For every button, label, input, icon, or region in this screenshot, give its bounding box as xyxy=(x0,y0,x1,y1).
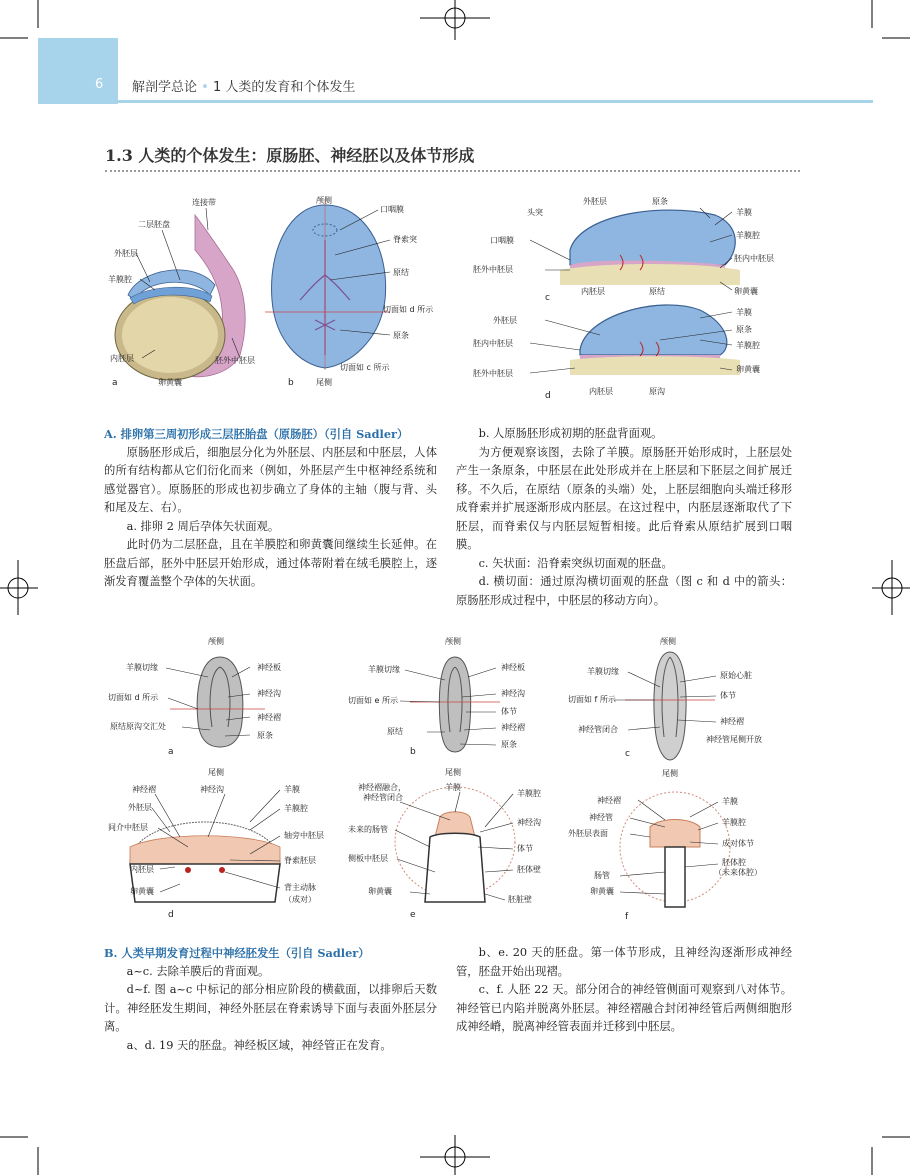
fa-a-letter: a xyxy=(112,378,118,388)
fa-d-label-7: 内胚层 xyxy=(589,387,613,396)
fb-d-label-2: 神经沟 xyxy=(200,785,224,794)
text-a-p1: 原肠胚形成后，细胞层分化为外胚层、内胚层和中胚层，人体的所有结构都从它们衍化而来（例如，外胚层产生中枢神经系统和感觉器官）。原肠胚的形成也初步确立了身体的主轴（腹与背、头和尾及左、右）。 xyxy=(104,445,437,514)
fa-b-label-0: 颅侧 xyxy=(316,196,332,205)
fb-f-letter: f xyxy=(625,912,629,922)
fb-d-label-1: 神经褶 xyxy=(132,785,156,794)
fb-b-label-0: 颅侧 xyxy=(445,637,461,646)
fb-c-label-5: 神经褶 xyxy=(720,717,744,726)
fb-e-label-0: 尾侧 xyxy=(445,768,461,777)
fb-c-label-8: 尾侧 xyxy=(662,769,678,778)
fa-d-label-4: 羊膜腔 xyxy=(736,341,760,350)
fb-d-label-0: 尾侧 xyxy=(208,768,224,777)
fb-a-label-6: 原结原沟交汇处 xyxy=(110,722,166,731)
fa-c-label-10: 卵黄囊 xyxy=(734,287,758,296)
text-a-p6: c. 矢状面：沿脊索突纵切面观的胚盘。 xyxy=(478,556,673,570)
figure-a-panel-c xyxy=(560,210,740,285)
fa-a-label-5: 胚外中胚层 xyxy=(215,356,255,365)
fb-a-label-0: 颅侧 xyxy=(208,637,224,646)
fa-b-label-5: 原条 xyxy=(393,331,409,340)
header-bar xyxy=(118,100,873,103)
fa-c-label-8: 内胚层 xyxy=(581,287,605,296)
fa-a-label-4: 内胚层 xyxy=(110,354,134,363)
fb-b-label-5: 体节 xyxy=(501,707,517,716)
fb-e-label-8: 侧板中胚层 xyxy=(348,854,388,863)
fb-a-label-5: 神经褶 xyxy=(257,713,281,722)
fb-d-label-8: 脊索胚层 xyxy=(284,856,316,865)
fa-d-label-8: 原沟 xyxy=(649,387,665,396)
fb-b-label-1: 羊膜切缘 xyxy=(368,665,400,674)
fa-c-label-3: 羊膜 xyxy=(736,208,752,217)
fb-a-letter: a xyxy=(168,747,174,757)
fb-f-label-4: 外胚层表面 xyxy=(568,829,608,838)
fb-f-label-7: （未来体腔） xyxy=(714,868,762,877)
fb-d-label-4: 外胚层 xyxy=(128,803,152,812)
fa-c-letter: c xyxy=(545,293,550,303)
fb-c-label-1: 羊膜切缘 xyxy=(587,667,619,676)
figure-a-panel-b xyxy=(265,200,390,370)
fb-d-label-7: 轴旁中胚层 xyxy=(284,831,324,840)
fa-d-label-0: 外胚层 xyxy=(493,316,517,325)
fb-c-label-6: 神经管闭合 xyxy=(578,725,618,734)
text-a-p2: a. 排卵 2 周后孕体矢状面观。 xyxy=(126,519,280,533)
fb-f-label-8: 肠管 xyxy=(594,871,610,880)
fb-f-label-9: 卵黄囊 xyxy=(590,887,614,896)
figure-a xyxy=(100,190,810,405)
fa-d-label-6: 卵黄囊 xyxy=(736,365,760,374)
fb-a-label-4: 切面如 d 所示 xyxy=(108,693,159,702)
fb-b-label-3: 神经沟 xyxy=(501,689,525,698)
fa-b-label-2: 脊索突 xyxy=(393,235,417,244)
fb-b-label-7: 神经褶 xyxy=(501,723,525,732)
fb-b-label-2: 神经板 xyxy=(501,663,525,672)
book-title: 解剖学总论 xyxy=(132,80,198,95)
fb-e-label-1: 神经褶融合， xyxy=(358,783,406,792)
fa-d-label-3: 胚内中胚层 xyxy=(473,339,513,348)
fa-c-label-1: 原条 xyxy=(652,197,668,206)
fa-c-label-7: 胚内中胚层 xyxy=(734,254,774,263)
fb-d-label-11: 背主动脉 xyxy=(284,883,316,892)
fb-c-label-2: 原始心脏 xyxy=(720,671,752,680)
text-a-p5: 为方便观察该图，去除了羊膜。原肠胚开始形成时，上胚层处产生一条原条，中胚层在此处形成并在上胚层和下胚层之间扩展迁移。不久后，在原结（原条的头端）处，上胚层细胞向头端迁移形成脊索并扩展逐渐形成内胚层。在这过程中，内胚层逐渐取代了下胚层，而脊索仅与内胚层短暂相接。此后脊索从原结扩展到口咽膜。 xyxy=(456,445,792,551)
page-number: 6 xyxy=(95,77,104,92)
fa-d-label-1: 羊膜 xyxy=(736,308,752,317)
fb-e-label-7: 体节 xyxy=(517,844,533,853)
figure-b-panel-a xyxy=(170,657,265,747)
figure-b-panel-c xyxy=(625,652,715,760)
text-b-p4: b、e. 20 天的胚盘。第一体节形成，且神经沟逐渐形成神经管，胚盘开始出现褶。 xyxy=(456,946,792,978)
fa-b-label-3: 原结 xyxy=(393,268,409,277)
fa-a-label-2: 外胚层 xyxy=(114,249,138,258)
fb-b-label-4: 切面如 e 所示 xyxy=(348,696,399,705)
fb-f-label-3: 羊膜腔 xyxy=(722,818,746,827)
fb-e-label-3: 羊膜 xyxy=(445,783,461,792)
text-a-left xyxy=(104,425,437,592)
fb-e-label-9: 胚体壁 xyxy=(517,865,541,874)
fb-f-label-5: 成对体节 xyxy=(722,839,754,848)
fb-e-label-11: 胚脏壁 xyxy=(508,895,532,904)
fa-a-label-3: 羊膜腔 xyxy=(108,275,132,284)
fb-b-label-8: 原条 xyxy=(501,740,517,749)
fa-a-label-0: 连接带 xyxy=(192,198,216,207)
fb-c-label-3: 体节 xyxy=(720,691,736,700)
fb-d-label-12: （成对） xyxy=(284,895,316,904)
fb-e-label-6: 神经沟 xyxy=(517,818,541,827)
fb-d-letter: d xyxy=(168,910,174,920)
text-a-p4: b. 人原肠胚形成初期的胚盘背面观。 xyxy=(478,427,663,440)
fb-c-letter: c xyxy=(625,749,630,759)
fa-c-label-6: 胚外中胚层 xyxy=(473,265,513,274)
fa-d-letter: d xyxy=(545,391,551,401)
fb-d-label-5: 羊膜腔 xyxy=(284,804,308,813)
figure-b xyxy=(100,632,810,924)
text-b-p3: a、d. 19 天的胚盘。神经板区域，神经管正在发育。 xyxy=(126,1038,392,1052)
chapter-title: 1 人类的发育和个体发生 xyxy=(212,80,356,95)
title-divider xyxy=(105,170,800,172)
fb-f-label-2: 羊膜 xyxy=(722,797,738,806)
section-title: 1.3 人类的个体发生：原肠胚、神经胚以及体节形成 xyxy=(105,146,475,165)
fb-d-label-10: 卵黄囊 xyxy=(130,887,154,896)
fb-d-label-3: 羊膜 xyxy=(284,785,300,794)
fb-b-label-6: 原结 xyxy=(387,727,403,736)
fb-d-label-6: 间介中胚层 xyxy=(108,823,148,832)
fb-e-label-10: 卵黄囊 xyxy=(368,887,392,896)
fb-a-label-2: 神经板 xyxy=(257,663,281,672)
fb-e-label-5: 未来的肠管 xyxy=(348,825,388,834)
fa-c-label-2: 头突 xyxy=(527,208,543,217)
text-b-left xyxy=(104,944,437,1055)
fb-a-label-1: 羊膜切缘 xyxy=(126,663,158,672)
fa-b-label-7: 尾侧 xyxy=(316,378,332,387)
figure-b-panel-f xyxy=(620,792,730,907)
fb-d-label-9: 内胚层 xyxy=(130,865,154,874)
fa-c-label-5: 羊膜腔 xyxy=(736,231,760,240)
fa-a-label-1: 二层胚盘 xyxy=(138,220,170,229)
fb-a-label-3: 神经沟 xyxy=(257,689,281,698)
fa-c-label-0: 外胚层 xyxy=(583,197,607,206)
fb-e-label-2: 神经管闭合 xyxy=(363,793,403,802)
fa-d-label-5: 胚外中胚层 xyxy=(473,369,513,378)
header-band xyxy=(38,38,118,104)
text-a-p3: 此时仍为二层胚盘，且在羊膜腔和卵黄囊间继续生长延伸。在胚盘后部，胚外中胚层开始形成，通过体蒂附着在绒毛膜腔上，逐渐发育覆盖整个孕体的矢状面。 xyxy=(104,538,437,588)
text-a-p7: d. 横切面：通过原沟横切面观的胚盘（图 c 和 d 中的箭头：原肠胚形成过程中，中胚层的移动方向）。 xyxy=(456,575,792,607)
text-a-heading: A. 排卵第三周初形成三层胚胎盘（原肠胚）（引自 Sadler） xyxy=(104,427,409,441)
fa-b-label-4: 切面如 d 所示 xyxy=(383,305,434,314)
text-b-p2: d~f. 图 a~c 中标记的部分相应阶段的横截面，以排卵后天数计。神经胚发生期间，神经外胚层在脊索诱导下面与表面外胚层分离。 xyxy=(104,983,437,1033)
fb-f-label-0: 神经褶 xyxy=(597,796,621,805)
fb-f-label-6: 胚体腔 xyxy=(722,858,746,867)
fa-b-label-1: 口咽膜 xyxy=(380,205,404,214)
figure-b-panel-e xyxy=(395,787,515,902)
fa-b-label-6: 切面如 c 所示 xyxy=(340,363,390,372)
running-header: 解剖学总论 • 1 人类的发育和个体发生 xyxy=(132,80,356,95)
fb-e-label-4: 羊膜腔 xyxy=(517,789,541,798)
fb-f-label-1: 神经管 xyxy=(589,813,613,822)
fb-e-letter: e xyxy=(410,910,416,920)
fa-a-label-6: 卵黄囊 xyxy=(158,378,182,387)
fa-c-label-9: 原结 xyxy=(649,287,665,296)
fa-b-letter: b xyxy=(288,378,294,388)
text-b-heading: B. 人类早期发育过程中神经胚发生（引自 Sadler） xyxy=(104,946,370,960)
fb-c-label-0: 颅侧 xyxy=(660,637,676,646)
fb-c-label-4: 切面如 f 所示 xyxy=(568,695,616,704)
fb-a-label-7: 原条 xyxy=(257,731,273,740)
fa-c-label-4: 口咽膜 xyxy=(490,236,514,245)
fb-c-label-7: 神经管尾侧开放 xyxy=(706,735,762,744)
fb-b-letter: b xyxy=(410,747,416,757)
text-b-p1: a~c. 去除羊膜后的背面观。 xyxy=(126,964,270,978)
text-b-p5: c、f. 人胚 22 天。部分闭合的神经管侧面可观察到八对体节。神经管已内陷并脱离外胚层。神经褶融合封闭神经管后两侧细胞形成神经嵴，脱离神经管表面并迁移到中胚层。 xyxy=(456,983,792,1033)
text-a-right xyxy=(456,425,792,610)
text-b-right xyxy=(456,944,792,1037)
fa-d-label-2: 原条 xyxy=(736,325,752,334)
